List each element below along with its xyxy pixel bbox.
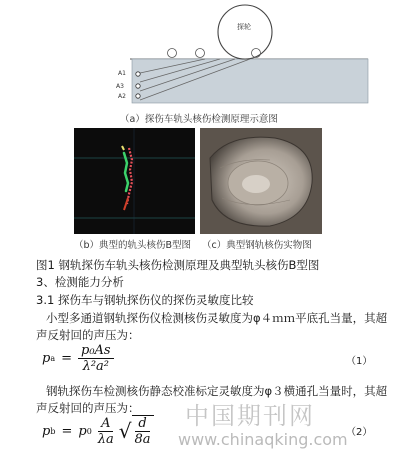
caption-a: （a）探伤车轨头核伤检测原理示意图	[120, 114, 278, 125]
caption-c: （c）典型钢轨核伤实物图	[202, 240, 312, 251]
eq2-lhs: p	[42, 423, 51, 439]
watermark-url: www.chinaqking.com	[178, 430, 348, 449]
eq2-sqrt-denominator: 8a	[134, 432, 151, 447]
eq2-denominator: λa	[97, 431, 114, 447]
figure-caption: 图1 钢轨探伤车轨头核伤检测原理及典型轨头核伤B型图	[36, 258, 320, 272]
subsection-heading: 3.1 探伤车与钢轨探伤仪的探伤灵敏度比较	[36, 293, 254, 307]
para1-line2: 声反射回的声压为：	[36, 328, 140, 342]
eq1-number: （1）	[346, 356, 373, 367]
eq2-number: （2）	[346, 427, 373, 438]
probe-label-a2: A2	[118, 93, 126, 100]
eq2-sqrt-numerator: d	[135, 416, 149, 432]
caption-b: （b）典型的轨头核伤B型图	[74, 240, 192, 251]
para2-line2: 声反射回的声压为：	[36, 401, 140, 415]
probe-label-a1: A1	[118, 70, 126, 77]
eq2-p0: p	[78, 423, 87, 439]
eq1-numerator: p₀As	[78, 343, 114, 359]
wheel-label: 探轮	[237, 23, 251, 31]
watermark-cn: 中国期刊网	[185, 402, 315, 430]
detection-principle-diagram	[100, 2, 370, 110]
eq2-lhs-sub: b	[50, 426, 56, 436]
eq1-lhs-sub: a	[50, 354, 56, 363]
eq2-p0-sub: 0	[86, 426, 92, 436]
defect-photo	[200, 128, 322, 234]
eq2-numerator: A	[98, 416, 113, 432]
bscan-image	[74, 128, 195, 234]
para1-line1: 小型多通道钢轨探伤仪检测核伤灵敏度为φ４ｍｍ平底孔当量，其超	[46, 311, 388, 325]
eq1-lhs: p	[42, 351, 51, 366]
equation-1: p a = $\frac{\text{p₀As}}{\text{λ²a²}}$	[42, 343, 114, 374]
equation-2: p b = p 0 $\frac{A}{\lambda a}$ √ $\frac{d}{8a}$	[42, 415, 154, 447]
section-heading: 3、检测能力分析	[36, 275, 124, 289]
diagram-a	[100, 2, 370, 110]
bscan-plot	[74, 128, 195, 234]
probe-label-a3: A3	[116, 83, 124, 90]
eq1-denominator: λ²a²	[82, 359, 110, 374]
defect-photo-illustration	[200, 128, 322, 234]
para2-line1: 钢轨探伤车检测核伤静态校准标定灵敏度为φ３横通孔当量时，其超	[46, 384, 388, 398]
